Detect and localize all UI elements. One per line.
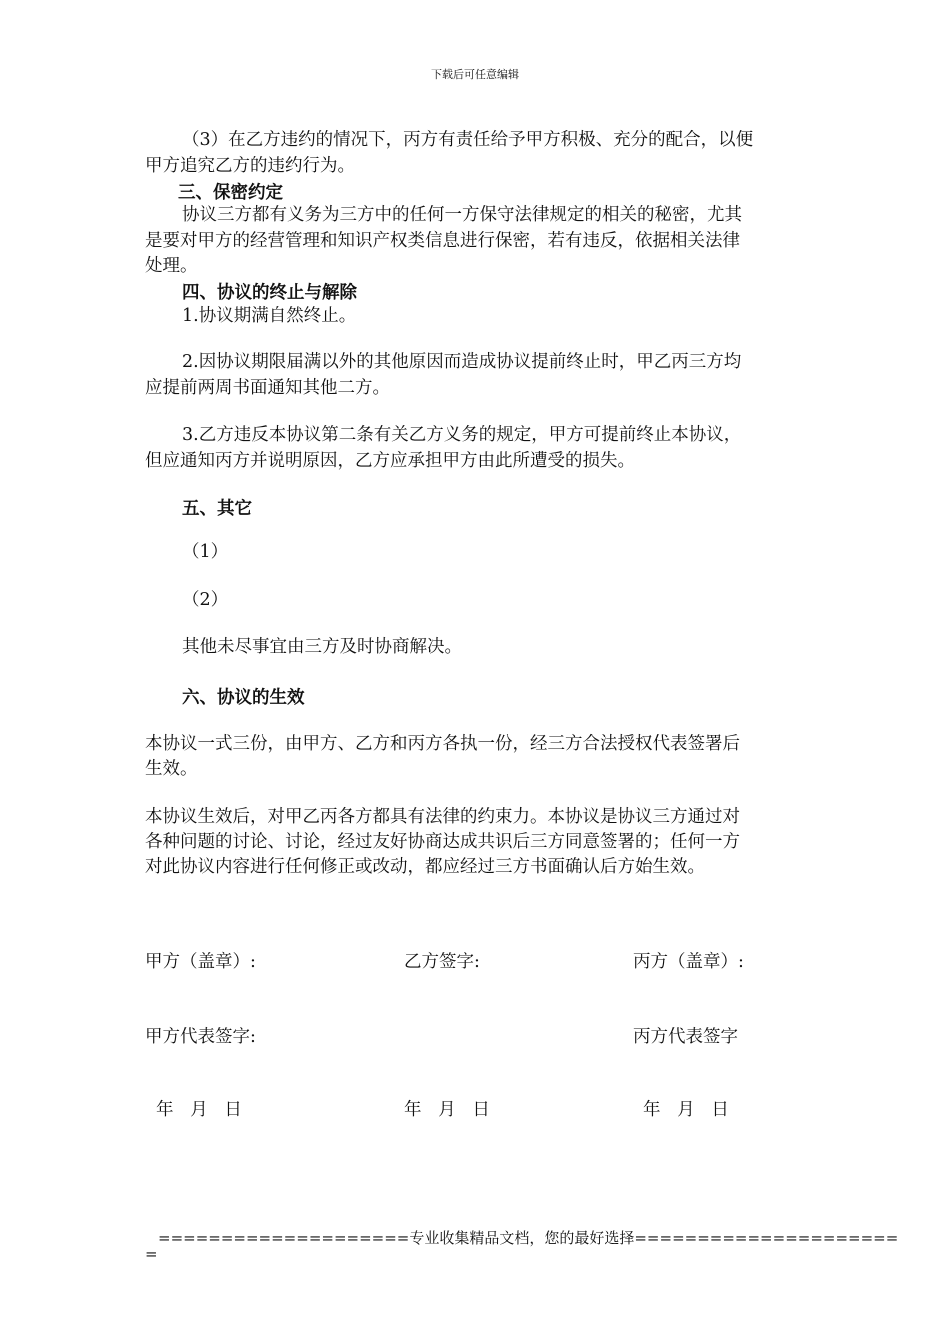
paragraph-line: 生效。	[145, 759, 198, 779]
section-heading-effect: 六、协议的生效	[182, 688, 305, 708]
party-a-rep-label: 甲方代表签字:	[145, 1027, 256, 1047]
paragraph-line: 协议三方都有义务为三方中的任何一方保守法律规定的相关的秘密，尤其	[182, 205, 742, 225]
page-footer: ====================专业收集精品文档，您的最好选择=====================	[158, 1229, 899, 1247]
paragraph-line: 是要对甲方的经营管理和知识产权类信息进行保密，若有违反，依据相关法律	[145, 231, 740, 251]
paragraph-line: 甲方追究乙方的违约行为。	[145, 156, 355, 176]
page-footer-continuation: =	[145, 1245, 158, 1263]
party-b-date: 年 月 日	[404, 1100, 490, 1120]
page-header: 下载后可任意编辑	[431, 68, 519, 81]
paragraph-line: 对此协议内容进行任何修正或改动，都应经过三方书面确认后方始生效。	[145, 857, 705, 877]
paragraph-line: 处理。	[145, 256, 198, 276]
party-a-date: 年 月 日	[156, 1100, 242, 1120]
party-b-sign-label: 乙方签字:	[404, 952, 480, 972]
section-heading-confidentiality: 三、保密约定	[178, 183, 283, 203]
paragraph-line: （3）在乙方违约的情况下，丙方有责任给予甲方积极、充分的配合，以便	[182, 130, 754, 150]
party-c-date: 年 月 日	[643, 1100, 729, 1120]
paragraph-line: 各种问题的讨论、讨论，经过友好协商达成共识后三方同意签署的；任何一方	[145, 832, 740, 852]
paragraph-line: 3.乙方违反本协议第二条有关乙方义务的规定，甲方可提前终止本协议，	[182, 425, 742, 445]
paragraph-line: 1.协议期满自然终止。	[182, 306, 357, 326]
paragraph-line: 其他未尽事宜由三方及时协商解决。	[182, 637, 462, 657]
paragraph-line: 2.因协议期限届满以外的其他原因而造成协议提前终止时，甲乙丙三方均	[182, 352, 742, 372]
section-heading-termination: 四、协议的终止与解除	[182, 283, 357, 303]
paragraph-line: 本协议生效后，对甲乙丙各方都具有法律的约束力。本协议是协议三方通过对	[145, 807, 740, 827]
paragraph-line: 本协议一式三份，由甲方、乙方和丙方各执一份，经三方合法授权代表签署后	[145, 734, 740, 754]
party-c-rep-label: 丙方代表签字	[633, 1027, 738, 1047]
paragraph-line: （1）	[182, 542, 229, 562]
paragraph-line: 但应通知丙方并说明原因，乙方应承担甲方由此所遭受的损失。	[145, 451, 635, 471]
party-a-seal-label: 甲方（盖章）:	[145, 952, 256, 972]
paragraph-line: 应提前两周书面通知其他二方。	[145, 378, 390, 398]
paragraph-line: （2）	[182, 590, 229, 610]
section-heading-other: 五、其它	[182, 499, 252, 519]
party-c-seal-label: 丙方（盖章）:	[633, 952, 744, 972]
